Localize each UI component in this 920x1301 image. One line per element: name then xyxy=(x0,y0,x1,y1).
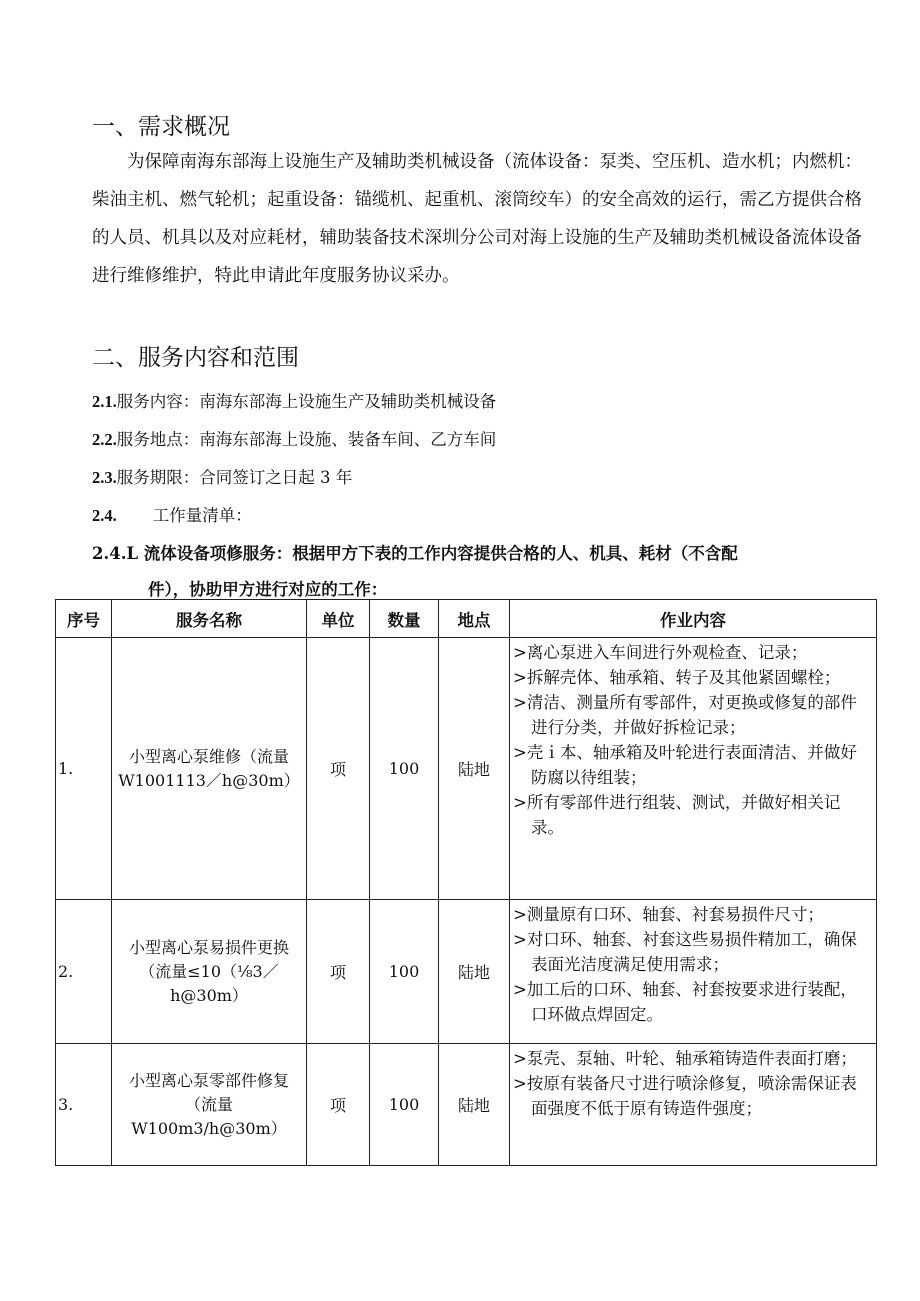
table-header-row xyxy=(56,600,877,638)
unit: 项 xyxy=(307,1044,370,1166)
subsection-2-4-1-line1: 2.4.L 流体设备项修服务：根据甲方下表的工作内容提供合格的人、机具、耗材（不含配 xyxy=(92,544,738,563)
quantity: 100 xyxy=(370,638,439,900)
quantity: 100 xyxy=(370,900,439,1044)
work-content xyxy=(510,638,877,900)
item-2-4-number: 2.4. xyxy=(92,506,117,525)
table-row xyxy=(56,638,877,900)
row-number: 3. xyxy=(56,1044,112,1166)
quantity: 100 xyxy=(370,1044,439,1166)
item-2-4 xyxy=(92,502,252,526)
work-item: >测量原有口环、轴套、衬套易损件尺寸； xyxy=(513,905,824,924)
work-item: >离心泵进入车间进行外观检查、记录； xyxy=(513,643,808,662)
service-name: 小型离心泵易损件更换（流量≤10（⅛3／h@30m） xyxy=(112,900,307,1044)
section2-heading: 二、服务内容和范围 xyxy=(92,345,299,371)
work-item: >泵壳、泵轴、叶轮、轴承箱铸造件表面打磨； xyxy=(513,1049,857,1068)
section1-heading: 一、需求概况 xyxy=(92,114,230,140)
work-item: >加工后的口环、轴套、衬套按要求进行装配，口环做点焊固定。 xyxy=(513,980,857,1024)
item-2-1 xyxy=(92,388,496,412)
section1-paragraph: 为保障南海东部海上设施生产及辅助类机械设备（流体设备：泵类、空压机、造水机；内燃机：柴油主机、燃气轮机；起重设备：锚缆机、起重机、滚筒绞车）的安全高效的运行，需乙方提供合格的人员、机具以及对应耗材，辅助装备技术深圳分公司对海上设施的生产及辅助类机械设备流体设备进行维修维护，特此申请此年度服务协议采办。 xyxy=(92,152,862,286)
header-quantity: 数量 xyxy=(370,600,439,638)
section1-body xyxy=(92,143,867,295)
service-name: 小型离心泵零部件修复（流量W100m3/h@30m） xyxy=(112,1044,307,1166)
item-2-4-text: 工作量清单： xyxy=(152,506,252,525)
item-2-2-text: 服务地点：南海东部海上设施、装备车间、乙方车间 xyxy=(116,430,497,449)
item-2-3-number: 2.3. xyxy=(92,468,117,487)
row-number: 1. xyxy=(56,638,112,900)
item-2-3 xyxy=(92,464,352,488)
location: 陆地 xyxy=(439,1044,510,1166)
unit: 项 xyxy=(307,638,370,900)
work-item: >壳ｉ本、轴承箱及叶轮进行表面清洁、并做好防腐以待组装； xyxy=(513,743,857,787)
work-content xyxy=(510,1044,877,1166)
work-content xyxy=(510,900,877,1044)
work-item: >所有零部件进行组装、测试，并做好相关记录。 xyxy=(513,793,841,837)
workload-table xyxy=(55,599,877,1166)
work-item: >按原有装备尺寸进行喷涂修复，喷涂需保证表面强度不低于原有铸造件强度； xyxy=(513,1074,857,1118)
table-row xyxy=(56,900,877,1044)
unit: 项 xyxy=(307,900,370,1044)
row-number: 2. xyxy=(56,900,112,1044)
header-no: 序号 xyxy=(56,600,112,638)
item-2-2 xyxy=(92,426,496,450)
header-location: 地点 xyxy=(439,600,510,638)
item-2-2-number: 2.2. xyxy=(92,430,117,449)
item-2-3-text: 服务期限：合同签订之日起 3 年 xyxy=(116,468,353,487)
header-service-name: 服务名称 xyxy=(112,600,307,638)
location: 陆地 xyxy=(439,638,510,900)
item-2-1-number: 2.1. xyxy=(92,392,117,411)
table-row xyxy=(56,1044,877,1166)
header-work-content: 作业内容 xyxy=(510,600,877,638)
header-unit: 单位 xyxy=(307,600,370,638)
work-item: >拆解壳体、轴承箱、转子及其他紧固螺栓； xyxy=(513,668,841,687)
subsection-2-4-1-line2: 件），协助甲方进行对应的工作： xyxy=(148,580,388,599)
location: 陆地 xyxy=(439,900,510,1044)
service-name: 小型离心泵维修（流量W1001113／h@30m） xyxy=(112,638,307,900)
item-2-1-text: 服务内容：南海东部海上设施生产及辅助类机械设备 xyxy=(116,392,497,411)
work-item: >清洁、测量所有零部件，对更换或修复的部件进行分类，并做好拆检记录； xyxy=(513,693,857,737)
work-item: >对口环、轴套、衬套这些易损件精加工，确保表面光洁度满足使用需求； xyxy=(513,930,857,974)
